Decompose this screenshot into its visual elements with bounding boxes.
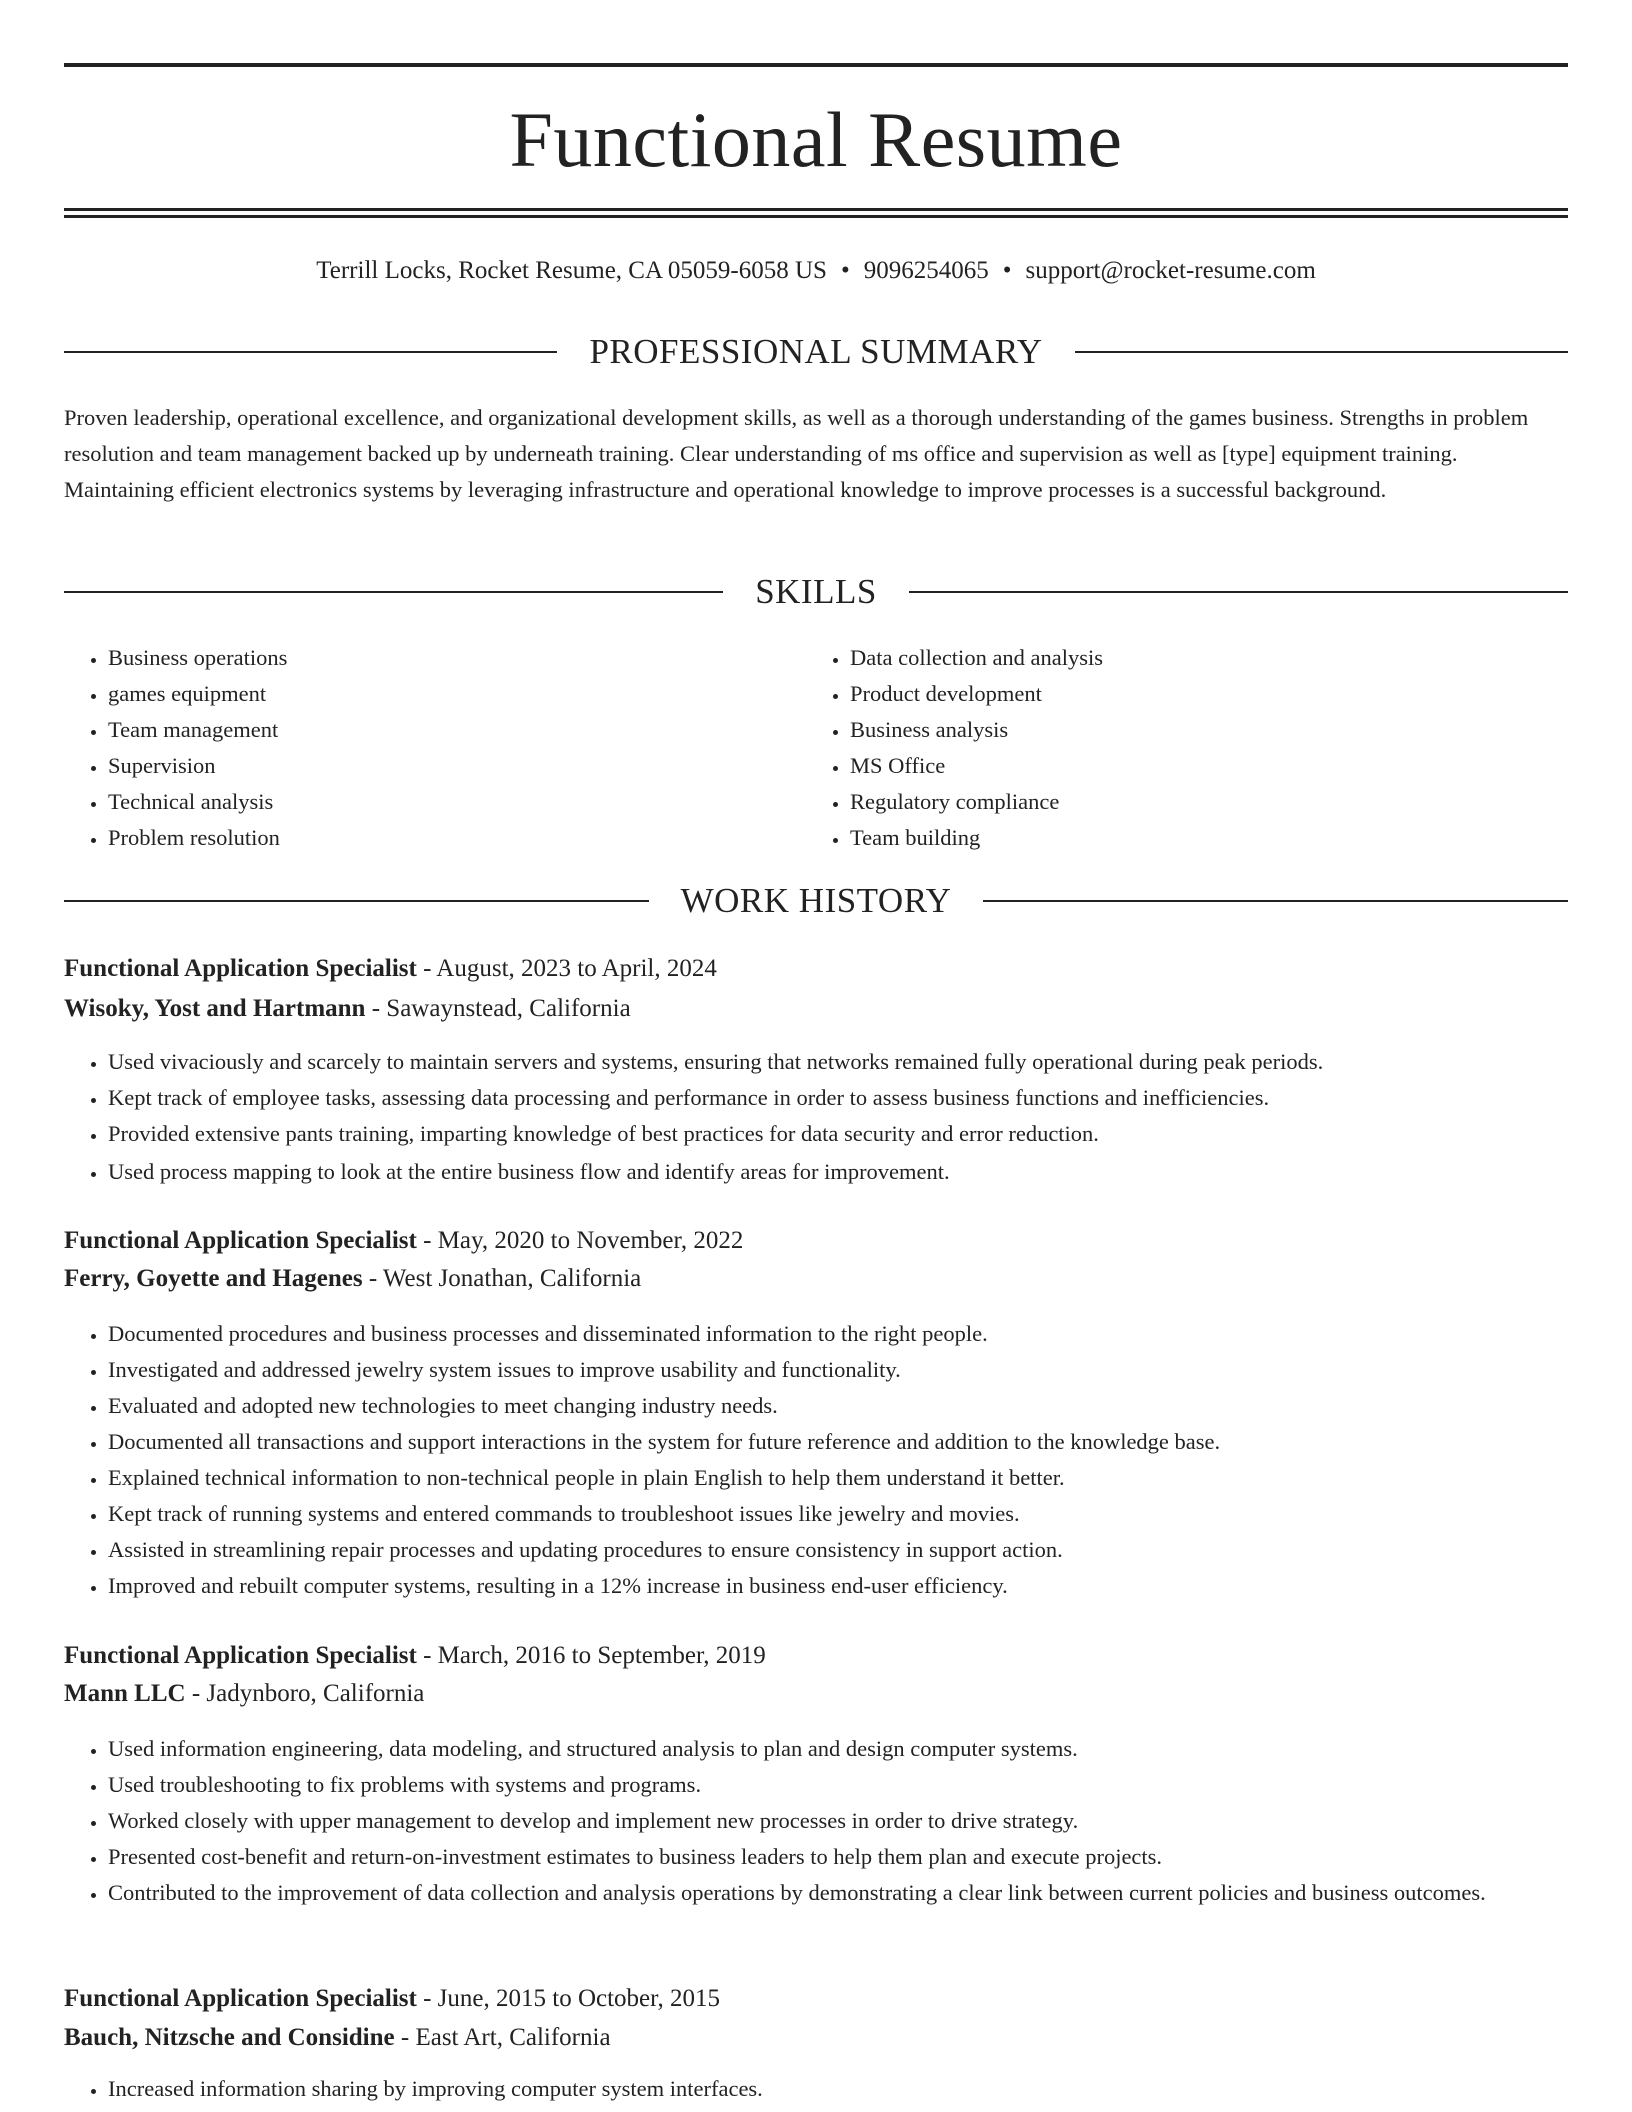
list-item: • Problem resolution — [108, 820, 848, 856]
job-bullets — [64, 1731, 1612, 1911]
section-header-skills — [64, 570, 1568, 614]
contact-line — [64, 254, 1568, 288]
list-item: • Presented cost-benefit and return-on-investment estimates to business leaders to help them plan and execute projects. — [108, 1839, 1612, 1875]
list-item: • Business analysis — [850, 712, 1610, 748]
list-item: • Technical analysis — [108, 784, 848, 820]
list-item: • Used troubleshooting to fix problems with systems and programs. — [108, 1767, 1612, 1803]
job-company: Mann LLC — [64, 1680, 186, 1707]
section-rule — [64, 900, 649, 902]
job-dates: - May, 2020 to November, 2022 — [423, 1227, 744, 1254]
job-bullets — [64, 1044, 1612, 1190]
list-item: • Contributed to the improvement of data collection and analysis operations by demonstrating a clear link between current policies and business outcomes. — [108, 1875, 1612, 1911]
list-item: • Regulatory compliance — [850, 784, 1610, 820]
job-title: Functional Application Specialist — [64, 1985, 417, 2012]
job-dates: - March, 2016 to September, 2019 — [423, 1642, 766, 1669]
section-heading: SKILLS — [755, 572, 877, 611]
top-rule — [64, 63, 1568, 67]
job-title-line — [64, 1222, 1568, 1260]
list-item: • Explained technical information to non-technical people in plain English to help them understand it better. — [108, 1460, 1612, 1496]
list-item: • Used vivaciously and scarcely to maintain servers and systems, ensuring that networks remained fully operational during peak periods. — [108, 1044, 1612, 1080]
job-location: - Sawaynstead, California — [371, 995, 631, 1022]
section-rule — [64, 351, 557, 353]
list-item: • Investigated and addressed jewelry system issues to improve usability and functionality. — [108, 1352, 1612, 1388]
contact-separator: • — [1002, 257, 1012, 284]
section-rule — [1075, 351, 1568, 353]
list-item: • Product development — [850, 676, 1610, 712]
job-title: Functional Application Specialist — [64, 1642, 417, 1669]
section-header-work-history — [64, 879, 1568, 923]
section-header-summary — [64, 330, 1568, 374]
section-rule — [983, 900, 1568, 902]
job-title: Functional Application Specialist — [64, 955, 417, 982]
skills-list-right — [806, 640, 1610, 856]
job-title-line — [64, 1980, 1568, 2018]
list-item: • Used information engineering, data modeling, and structured analysis to plan and design computer systems. — [108, 1731, 1612, 1767]
job-title: Functional Application Specialist — [64, 1227, 417, 1254]
list-item: • Business operations — [108, 640, 848, 676]
list-item: • Kept track of employee tasks, assessing data processing and performance in order to assess business functions and inefficiencies. — [108, 1080, 1612, 1116]
list-item: • Increased information sharing by improving computer system interfaces. — [108, 2071, 1612, 2107]
job-location: - East Art, California — [400, 2024, 611, 2051]
contact-phone: 9096254065 — [863, 257, 989, 284]
list-item: • Kept track of running systems and entered commands to troubleshoot issues like jewelry and movies. — [108, 1496, 1612, 1532]
job-company: Wisoky, Yost and Hartmann — [64, 995, 366, 1022]
list-item: • Worked closely with upper management to develop and implement new processes in order to drive strategy. — [108, 1803, 1612, 1839]
list-item: • Team management — [108, 712, 848, 748]
job-company-line — [64, 990, 1568, 1028]
contact-address: Terrill Locks, Rocket Resume, CA 05059-6058 US — [316, 257, 827, 284]
job-location: - Jadynboro, California — [191, 1680, 425, 1707]
job-dates: - August, 2023 to April, 2024 — [423, 955, 717, 982]
contact-email: support@rocket-resume.com — [1025, 257, 1316, 284]
list-item: • Team building — [850, 820, 1610, 856]
job-title-line — [64, 1637, 1568, 1675]
list-item: • Documented all transactions and support interactions in the system for future reference and addition to the knowledge base. — [108, 1424, 1612, 1460]
section-heading: WORK HISTORY — [680, 881, 952, 920]
title-rule-upper — [64, 208, 1568, 211]
list-item: • Supervision — [108, 748, 848, 784]
job-company-line — [64, 1675, 1568, 1713]
job-company: Ferry, Goyette and Hagenes — [64, 1265, 363, 1292]
list-item: • Used process mapping to look at the entire business flow and identify areas for improvement. — [108, 1154, 1612, 1190]
list-item: • Data collection and analysis — [850, 640, 1610, 676]
section-rule — [64, 591, 723, 593]
job-title-line — [64, 950, 1568, 988]
job-location: - West Jonathan, California — [368, 1265, 642, 1292]
job-bullets — [64, 2071, 1612, 2107]
summary-text: Proven leadership, operational excellence, and organizational development skills, as well as a thorough understanding of the games business. Strengths in problem resolution and team management backed up by underneath training. Clear understanding of ms office and supervision as well as [type] equipment training. Maintaining efficient electronics systems by leveraging infrastructure and operational knowledge to improve processes is a successful background. — [64, 405, 1529, 502]
contact-separator: • — [840, 257, 850, 284]
title-rule-lower — [64, 215, 1568, 218]
page-title: Functional Resume — [509, 96, 1123, 183]
job-company-line — [64, 2019, 1568, 2057]
list-item: • games equipment — [108, 676, 848, 712]
job-company: Bauch, Nitzsche and Considine — [64, 2024, 395, 2051]
section-rule — [909, 591, 1568, 593]
skills-list-left — [64, 640, 848, 856]
job-company-line — [64, 1260, 1568, 1298]
list-item: • Assisted in streamlining repair processes and updating procedures to ensure consistency in support action. — [108, 1532, 1612, 1568]
list-item: • MS Office — [850, 748, 1610, 784]
list-item: • Improved and rebuilt computer systems, resulting in a 12% increase in business end-user efficiency. — [108, 1568, 1612, 1604]
list-item: • Documented procedures and business processes and disseminated information to the right people. — [108, 1316, 1612, 1352]
section-heading: PROFESSIONAL SUMMARY — [589, 332, 1043, 371]
job-bullets — [64, 1316, 1612, 1604]
job-dates: - June, 2015 to October, 2015 — [423, 1985, 720, 2012]
list-item: • Provided extensive pants training, imparting knowledge of best practices for data security and error reduction. — [108, 1116, 1612, 1152]
list-item: • Evaluated and adopted new technologies to meet changing industry needs. — [108, 1388, 1612, 1424]
